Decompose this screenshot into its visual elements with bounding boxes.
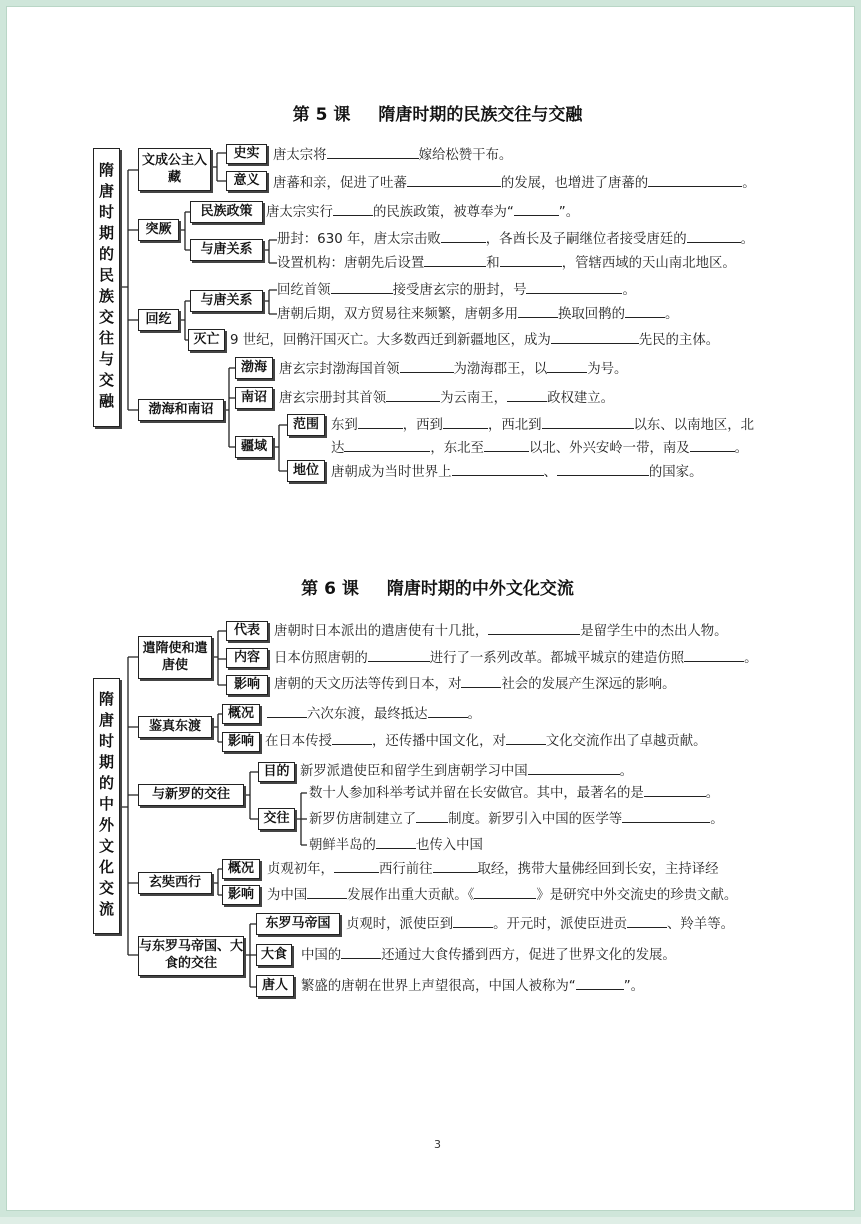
text-jiaowang-2: 新罗仿唐制建立了 制度。新罗引入中国的医学等 。: [309, 809, 724, 830]
text-yingxiang-jianzhen: 在日本传授 ，还传播中国文化，对 文化交流作出了卓越贡献。: [265, 731, 707, 752]
node-dongluoma: 东罗马帝国: [256, 913, 340, 935]
text-jiaowang-1: 数十人参加科举考试并留在长安做官。其中，最著名的是 。: [309, 783, 719, 804]
node-miewang: 灭亡: [188, 329, 225, 351]
lesson5-title-text: 隋唐时期的民族交往与交融: [378, 105, 583, 125]
text-dashi: 中国的 还通过大食传播到西方，促进了世界文化的发展。: [301, 945, 676, 966]
node-nanzhao: 南诏: [235, 387, 273, 409]
node-yingxiang-jianzhen: 影响: [222, 732, 260, 752]
lesson5-root: 隋唐时期的民族交往与交融: [93, 148, 120, 427]
text-dongluoma: 贞观时，派使臣到 。开元时，派使臣进贡 、羚羊等。: [346, 914, 734, 935]
text-fanwei-2: 达 ，东北至 以北、外兴安岭一带，南及 。: [331, 438, 748, 459]
text-tangren: 繁盛的唐朝在世界上声望很高，中国人被称为“ ”。: [301, 976, 644, 997]
text-yiyi: 唐蕃和亲，促进了吐蕃 的发展，也增进了唐蕃的 。: [273, 173, 756, 194]
text-cefeng-tujue: 册封：630 年，唐太宗击败 ，各酋长及子嗣继位者接受唐廷的 。: [277, 229, 754, 250]
node-gaikuang-jianzhen: 概况: [222, 704, 260, 724]
lesson6-root: 隋唐时期的中外文化交流: [93, 678, 120, 934]
text-minzu-zhengce: 唐太宗实行 的民族政策，被尊奉为“ ”。: [266, 202, 579, 223]
text-shezhi-jigou: 设置机构：唐朝先后设置 和 ，管辖西域的天山南北地区。: [277, 253, 736, 274]
branch-qiantangshi: 遣隋使和遣唐使: [138, 636, 212, 679]
text-diwei: 唐朝成为当时世界上 、 的国家。: [331, 462, 702, 483]
lesson5-number: 第 5 课: [292, 105, 351, 125]
text-yingxiang-xuanzang: 为中国 发展作出重大贡献。《 》是研究中外交流史的珍贵文献。: [267, 885, 737, 906]
branch-tujue: 突厥: [138, 219, 179, 241]
node-jiaowang: 交往: [258, 808, 295, 830]
branch-jianzhen: 鉴真东渡: [138, 716, 212, 738]
branch-wencheng: 文成公主入藏: [138, 148, 211, 191]
node-mudi: 目的: [258, 762, 295, 782]
text-jiaowang-3: 朝鲜半岛的 也传入中国: [309, 835, 483, 856]
text-nanzhao: 唐玄宗册封其首领 为云南王， 政权建立。: [279, 388, 614, 409]
text-shishi: 唐太宗将 嫁给松赞干布。: [273, 145, 512, 166]
text-fanwei-1: 东到 ，西到 ，西北到 以东、以南地区，北: [331, 415, 754, 436]
text-gaikuang-xuanzang: 贞观初年， 西行前往 取经，携带大量佛经回到长安，主持译经: [267, 859, 719, 880]
text-mudi: 新罗派遣使臣和留学生到唐朝学习中国 。: [300, 761, 633, 782]
node-yingxiang-xuanzang: 影响: [222, 885, 260, 905]
lesson6-number: 第 6 课: [301, 579, 359, 599]
node-daibiao: 代表: [226, 621, 268, 641]
branch-dongluoma-dashi: 与东罗马帝国、大食的交往: [138, 936, 244, 976]
branch-xuanzang: 玄奘西行: [138, 872, 212, 894]
node-yiyi: 意义: [226, 171, 267, 191]
lesson6-title-text: 隋唐时期的中外文化交流: [386, 579, 574, 599]
text-huihe-cefeng: 回纥首领 接受唐玄宗的册封，号 。: [277, 280, 636, 301]
text-neirong: 日本仿照唐朝的 进行了一系列改革。都城平城京的建造仿照 。: [274, 648, 758, 669]
text-gaikuang-jianzhen: 六次东渡，最终抵达 。: [267, 704, 481, 725]
node-yutang-guanxi-tujue: 与唐关系: [190, 239, 263, 261]
node-minzu-zhengce: 民族政策: [190, 201, 263, 223]
lesson6-title: [7, 574, 861, 599]
node-tangren: 唐人: [256, 975, 294, 997]
branch-bohai-nanzhao: 渤海和南诏: [138, 399, 224, 421]
node-diwei: 地位: [287, 460, 325, 482]
node-fanwei: 范围: [287, 414, 325, 436]
node-bohai: 渤海: [235, 357, 273, 379]
text-miewang: 9 世纪，回鹘汗国灭亡。大多数西迁到新疆地区，成为 先民的主体。: [230, 330, 719, 351]
text-huihe-maoyi: 唐朝后期，双方贸易往来频繁，唐朝多用 换取回鹘的 。: [277, 304, 678, 325]
text-yingxiang-japan: 唐朝的天文历法等传到日本，对 社会的发展产生深远的影响。: [274, 674, 676, 695]
node-dashi: 大食: [256, 944, 292, 966]
node-yutang-guanxi-huihe: 与唐关系: [190, 290, 263, 312]
branch-xinluo: 与新罗的交往: [138, 784, 244, 806]
branch-huihe: 回纥: [138, 309, 179, 331]
text-bohai: 唐玄宗封渤海国首领 为渤海郡王，以 为号。: [279, 359, 627, 380]
node-jiangyu: 疆域: [235, 436, 273, 458]
node-yingxiang-japan: 影响: [226, 675, 268, 695]
node-neirong: 内容: [226, 648, 268, 668]
text-daibiao: 唐朝时日本派出的遣唐使有十几批， 是留学生中的杰出人物。: [274, 621, 728, 642]
page-number: 3: [434, 1138, 441, 1151]
lesson5-title: [7, 100, 861, 125]
node-gaikuang-xuanzang: 概况: [222, 859, 260, 879]
node-shishi: 史实: [226, 144, 267, 164]
